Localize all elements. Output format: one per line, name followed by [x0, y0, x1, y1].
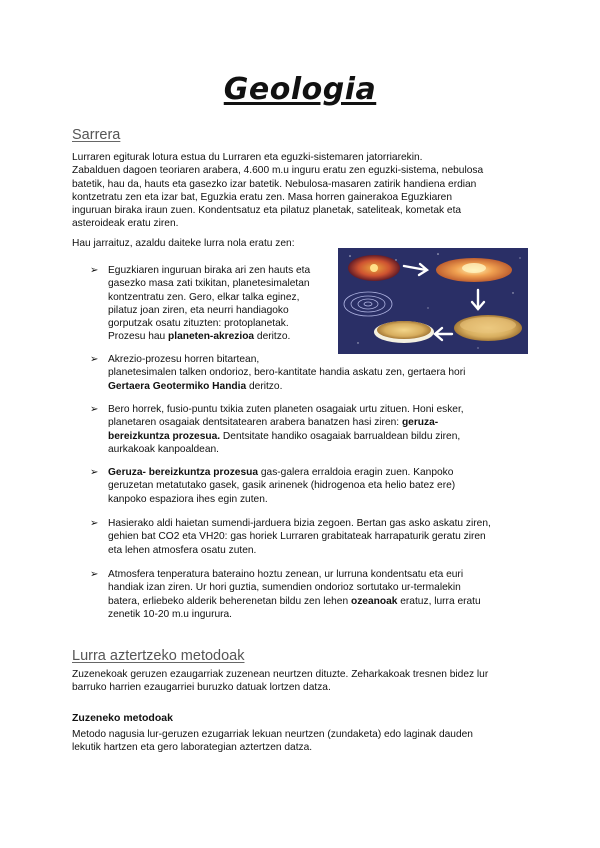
bold-term: bereizkuntza prozesua.	[108, 430, 221, 442]
text-run: gas-galera erraldoia eragin zuen. Kanpoko	[258, 467, 454, 478]
bold-term: ozeanoak	[350, 595, 398, 607]
text-run: eratuz, lurra eratu	[397, 595, 481, 607]
bullet-item-2	[108, 353, 465, 393]
bullet-item-4	[108, 466, 455, 506]
text-line: Bero horrek, fusio-puntu txikia zuten planeten osagaiak urtu zituen. Honi esker,	[108, 404, 464, 415]
text-line: Akrezio-prozesu horren bitartean,	[108, 354, 260, 365]
bullet-arrow-icon: ➢	[90, 354, 99, 365]
text-line: Zabalduen dagoen teoriaren arabera, 4.600 m.u inguru eratu zen eguzki-sistema, nebulosa	[72, 165, 484, 177]
text-line: Hasierako aldi haietan sumendi-jarduera bizia zegoen. Bertan gas asko askatu ziren,	[108, 518, 491, 529]
section-heading-metodoak: Lurra aztertzeko metodoak	[72, 648, 245, 664]
text-line: aurkakoak kanpoaldean.	[108, 443, 220, 455]
text-line: Eguzkiaren inguruan biraka ari zen hauts eta	[108, 265, 311, 276]
bold-term: planeten-akrezioa	[168, 331, 255, 343]
page-title: Geologia	[223, 72, 377, 107]
text-line	[108, 466, 455, 479]
bullet-arrow-icon: ➢	[90, 569, 99, 580]
solar-system-formation-image	[338, 248, 528, 354]
text-line	[108, 430, 464, 443]
text-line: eta lehen atmosfera osatu zuten.	[108, 544, 257, 556]
text-line: gehien bat CO2 eta VH20: gas horiek Lurraren grabitateak harrapaturik geratu ziren	[108, 531, 486, 543]
text-line	[108, 380, 465, 393]
lead-in-paragraph: Hau jarraituz, azaldu daiteke lurra nola eratu zen:	[72, 238, 295, 249]
text-line: handiak izan ziren. Ur hori guztia, sumendien ondorioz sortutako ur-termalekin	[108, 582, 461, 594]
text-line: kontzetratu zen eta izar bat, Eguzkia eratu zen. Masa horren gainerakoa Eguzkiaren	[72, 191, 452, 203]
subheading-direct-methods: Zuzeneko metodoak	[72, 712, 173, 724]
text-line: batetik, hau da, hauts eta gasezko izar batetik. Nebulosa-masaren zatirik handiena erdian	[72, 178, 477, 190]
text-line: Atmosfera tenperatura bateraino hoztu zenean, ur lurruna kondentsatu eta euri	[108, 569, 464, 580]
direct-methods-paragraph	[72, 728, 528, 755]
text-line: Lurraren egiturak lotura estua du Lurraren eta eguzki-sistemaren jatorriarekin.	[72, 152, 423, 163]
text-line: inguruan biraka iraun zuen. Kondentsatuz eta pilatuz planetak, sateliteak, kometak eta	[72, 205, 462, 217]
text-run: Dentsitate handiko osagaiak barrualdean bildu ziren,	[220, 430, 461, 442]
text-line: pilatuz joan ziren, eta neurri handiagoko	[108, 304, 289, 316]
text-line: Metodo nagusia lur-geruzen ezugarriak lekuan neurtzen (zundaketa) edo laginak dauden	[72, 729, 473, 740]
text-line: asteroideak eratu ziren.	[72, 218, 179, 230]
text-run: planetaren osagaiak dentsitatearen arabera banatzen hasi ziren:	[108, 417, 402, 429]
bullet-item-6	[108, 568, 481, 621]
methods-paragraph	[72, 668, 528, 695]
bold-term: Geruza- bereizkuntza prozesua	[108, 467, 259, 478]
text-line: gorputzak osatu zituzten: protoplanetak.	[108, 318, 289, 330]
text-line: lekutik hartzen eta gero laborategian aztertzen datza.	[72, 742, 313, 754]
text-line	[108, 416, 464, 429]
bullet-arrow-icon: ➢	[90, 518, 99, 529]
bullet-item-1	[108, 264, 310, 344]
bullet-arrow-icon: ➢	[90, 467, 99, 478]
bold-term: Gertaera Geotermiko Handia	[108, 380, 247, 392]
text-line: Zuzenekoak geruzen ezaugarriak zuzenean neurtzen dituzte. Zeharkakoak tresnen bidez lur	[72, 669, 489, 680]
text-run: deritzo.	[254, 331, 291, 343]
bullet-arrow-icon: ➢	[90, 265, 99, 276]
bold-term: geruza-	[401, 417, 439, 429]
bullet-arrow-icon: ➢	[90, 404, 99, 415]
text-run: batera, erliebeko alderik beherenetan bildu zen lehen	[108, 595, 351, 607]
text-line: kontzentratu zen. Gero, elkar talka eginez,	[108, 291, 300, 303]
text-run: Prozesu hau	[108, 331, 169, 343]
accretion-illustration	[338, 248, 528, 354]
text-line: planetesimalen talken ondorioz, bero-kantitate handia askatu zen, gertaera hori	[108, 367, 466, 379]
text-run: deritzo.	[246, 380, 283, 392]
text-line: gasezko masa zati txikitan, planetesimaletan	[108, 278, 310, 290]
bullet-item-5	[108, 517, 491, 557]
text-line	[108, 595, 481, 608]
text-line: geruzetan metatutako gasek, gasik arinenek (hidrogenoa eta helio batez ere)	[108, 480, 456, 492]
bullet-item-3	[108, 403, 464, 456]
text-line: kanpoko espaziora ihes egin zuten.	[108, 493, 268, 505]
intro-paragraph	[72, 151, 528, 231]
text-line	[108, 330, 310, 343]
section-heading-sarrera: Sarrera	[72, 127, 121, 143]
text-line: zenetik 10-20 m.u ingurura.	[108, 608, 233, 620]
text-line: barruko harrien ezaugarriei buruzko datuak lortzen datza.	[72, 682, 331, 694]
